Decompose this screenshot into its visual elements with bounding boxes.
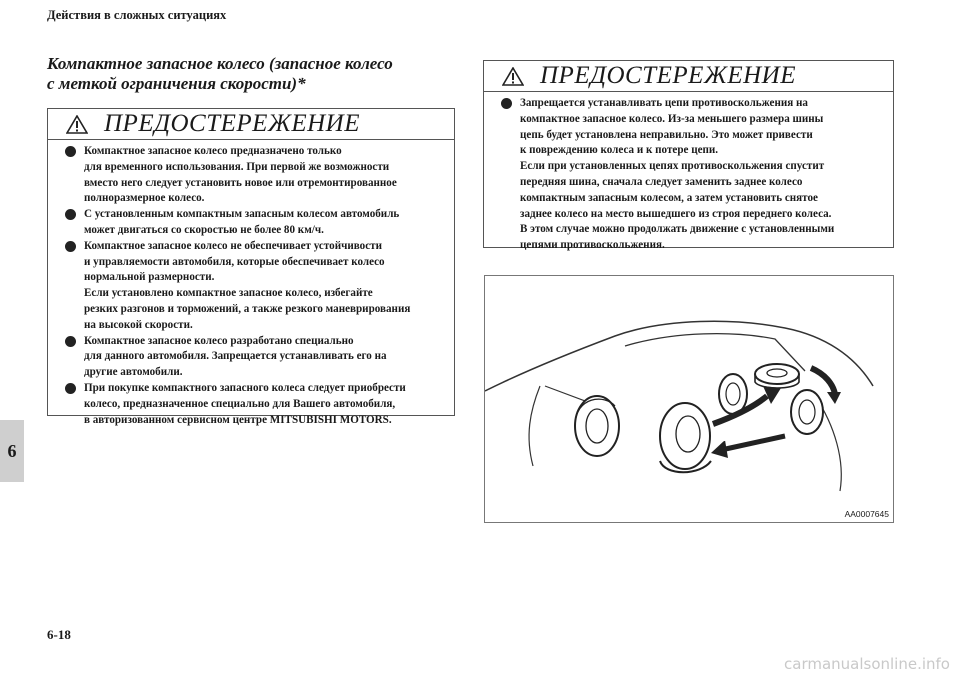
warning-list [484,92,893,260]
warning-header [48,109,454,140]
warning-title: ПРЕДОСТЕРЕЖЕНИЕ [104,110,360,137]
section-title-line-2: с меткой ограничения скорости)* [47,74,306,93]
warning-box-right [483,60,894,252]
warning-triangle-icon [66,115,88,134]
warning-item-text: При покупке компактного запасного колеса следует приобрести колесо, предназначенное специально для Вашего автомобиля, в авторизованном сервисном центре MITSUBISHI MOTORS. [84,381,406,426]
bullet-icon [65,146,76,157]
bullet-icon [501,98,512,109]
running-header: Действия в сложных ситуациях [47,8,227,22]
warning-triangle-icon [502,67,524,86]
car-wheel-swap-illustration [485,276,893,522]
warning-item [58,334,446,381]
warning-item [494,96,885,254]
bullet-icon [65,209,76,220]
warning-header [484,61,893,92]
rear-wheel-icon [575,396,619,456]
warning-item-text: С установленным компактным запасным колесом автомобиль может двигаться со скоростью не более 80 км/ч. [84,208,400,236]
front-wheel-icon [791,390,823,434]
page-number: 6-18 [47,627,71,642]
warning-item [58,144,446,207]
warning-item [58,381,446,428]
warning-item [58,239,446,334]
warning-box-left [47,108,455,426]
arrow-icon [711,428,785,458]
bullet-icon [65,383,76,394]
chapter-tab: 6 [0,420,24,482]
warning-item-text: Компактное запасное колесо не обеспечивает устойчивости и управляемости автомобиля, которые обеспечивает колесо нормальной размерности. Если установлено компактное запасное колесо, избегайте резких разгонов и торможений, а также резкого маневрирования на высокой скорости. [84,239,411,331]
illustration-figure [484,275,894,523]
flat-tire-icon [660,403,711,472]
warning-item-text: Компактное запасное колесо предназначено только для временного использования. При первой же возможности вместо него следует установить новое или отремонтированное полноразмерное колесо. [84,145,397,205]
warning-item [58,207,446,239]
watermark: carmanualsonline.info [784,655,950,673]
figure-code: AA0007645 [844,509,889,519]
compact-spare-wheel-icon [755,364,799,388]
warning-list [48,140,454,434]
section-title [47,54,447,94]
section-title-line-1: Компактное запасное колесо (запасное колесо [47,54,393,73]
bullet-icon [65,241,76,252]
warning-item-text: Компактное запасное колесо разработано специально для данного автомобиля. Запрещается устанавливать его на другие автомобили. [84,334,387,379]
warning-title: ПРЕДОСТЕРЕЖЕНИЕ [540,62,796,89]
bullet-icon [65,336,76,347]
warning-item-text: Запрещается устанавливать цепи противоскольжения на компактное запасное колесо. Из-за меньшего размера шины цепь будет установлена неправильно. Это может привести к повреждению колеса и к потере цепи. Если при установленных цепях противоскольжения спустит передняя шина, сначала следует заменить заднее колесо компактным запасным колесом, а затем установить снятое заднее колесо на место вышедшего из строя переднего колеса. В этом случае можно продолжать движение с установленными цепями противоскольжения. [520,97,835,252]
